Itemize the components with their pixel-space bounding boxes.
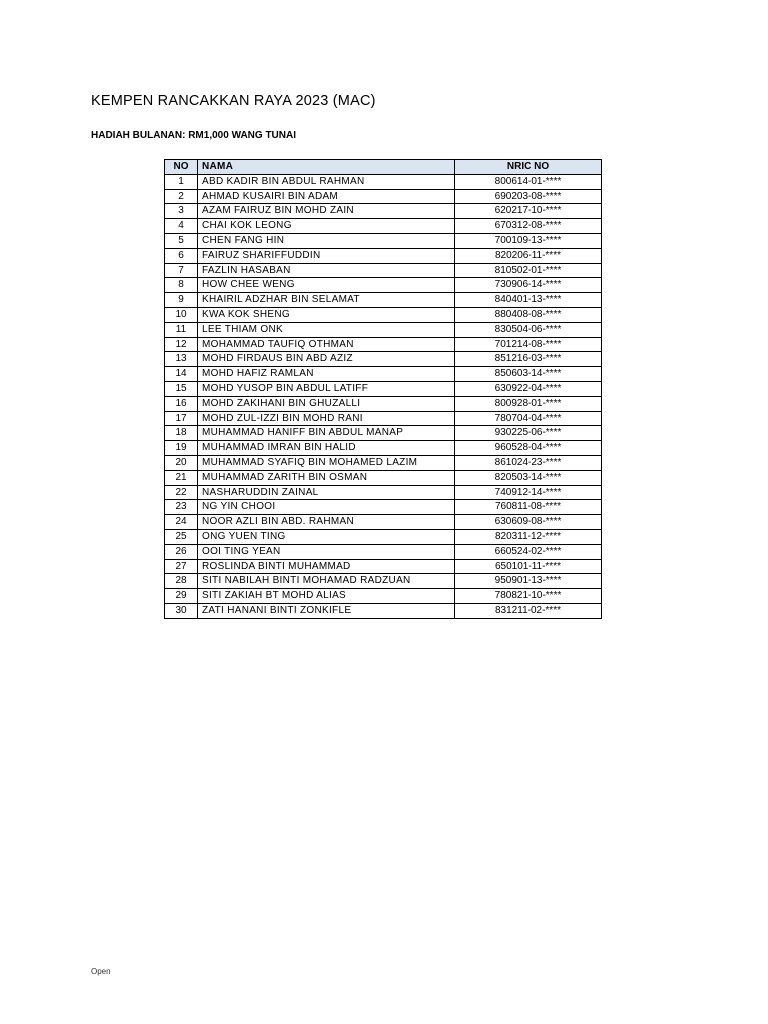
cell-no: 19 [165, 441, 198, 456]
cell-no: 10 [165, 307, 198, 322]
cell-name: ROSLINDA BINTI MUHAMMAD [198, 559, 455, 574]
cell-name: SITI NABILAH BINTI MOHAMAD RADZUAN [198, 574, 455, 589]
cell-name: MUHAMMAD IMRAN BIN HALID [198, 441, 455, 456]
cell-no: 5 [165, 233, 198, 248]
cell-name: KHAIRIL ADZHAR BIN SELAMAT [198, 293, 455, 308]
cell-name: NOOR AZLI BIN ABD. RAHMAN [198, 515, 455, 530]
cell-no: 27 [165, 559, 198, 574]
header-name: NAMA [198, 160, 455, 175]
table-row [165, 559, 602, 574]
cell-name: ONG YUEN TING [198, 529, 455, 544]
cell-nric: 950901-13-**** [455, 574, 602, 589]
header-no: NO [165, 160, 198, 175]
table-row [165, 204, 602, 219]
table-row [165, 219, 602, 234]
cell-no: 29 [165, 589, 198, 604]
cell-nric: 660524-02-**** [455, 544, 602, 559]
cell-no: 13 [165, 352, 198, 367]
cell-name: MOHD FIRDAUS BIN ABD AZIZ [198, 352, 455, 367]
cell-nric: 930225-06-**** [455, 426, 602, 441]
cell-no: 8 [165, 278, 198, 293]
cell-nric: 800614-01-**** [455, 174, 602, 189]
table-row [165, 426, 602, 441]
table-row [165, 367, 602, 382]
cell-no: 26 [165, 544, 198, 559]
table-row [165, 515, 602, 530]
header-row [165, 160, 602, 175]
cell-nric: 740912-14-**** [455, 485, 602, 500]
cell-name: MOHD ZUL-IZZI BIN MOHD RANI [198, 411, 455, 426]
cell-nric: 820503-14-**** [455, 470, 602, 485]
cell-no: 30 [165, 603, 198, 618]
cell-name: HOW CHEE WENG [198, 278, 455, 293]
table-row [165, 337, 602, 352]
cell-nric: 820311-12-**** [455, 529, 602, 544]
cell-name: MOHD HAFIZ RAMLAN [198, 367, 455, 382]
cell-no: 4 [165, 219, 198, 234]
table-row [165, 278, 602, 293]
table-body [165, 174, 602, 618]
cell-name: FAIRUZ SHARIFFUDDIN [198, 248, 455, 263]
table-row [165, 248, 602, 263]
cell-no: 6 [165, 248, 198, 263]
cell-no: 12 [165, 337, 198, 352]
cell-nric: 650101-11-**** [455, 559, 602, 574]
cell-nric: 701214-08-**** [455, 337, 602, 352]
cell-no: 17 [165, 411, 198, 426]
cell-nric: 780821-10-**** [455, 589, 602, 604]
cell-name: KWA KOK SHENG [198, 307, 455, 322]
table-row [165, 441, 602, 456]
table-row [165, 500, 602, 515]
cell-no: 9 [165, 293, 198, 308]
cell-name: FAZLIN HASABAN [198, 263, 455, 278]
winners-table [164, 159, 602, 619]
cell-no: 21 [165, 470, 198, 485]
table-row [165, 485, 602, 500]
table-row [165, 189, 602, 204]
cell-nric: 880408-08-**** [455, 307, 602, 322]
table-row [165, 381, 602, 396]
cell-no: 20 [165, 455, 198, 470]
cell-nric: 851216-03-**** [455, 352, 602, 367]
cell-name: OOI TING YEAN [198, 544, 455, 559]
table-row [165, 529, 602, 544]
cell-nric: 831211-02-**** [455, 603, 602, 618]
cell-nric: 850603-14-**** [455, 367, 602, 382]
table-row [165, 411, 602, 426]
footer-label: Open [91, 967, 111, 976]
table-row [165, 293, 602, 308]
cell-name: MUHAMMAD ZARITH BIN OSMAN [198, 470, 455, 485]
cell-name: NASHARUDDIN ZAINAL [198, 485, 455, 500]
cell-name: LEE THIAM ONK [198, 322, 455, 337]
cell-name: AHMAD KUSAIRI BIN ADAM [198, 189, 455, 204]
cell-no: 1 [165, 174, 198, 189]
cell-nric: 670312-08-**** [455, 219, 602, 234]
cell-no: 15 [165, 381, 198, 396]
table-row [165, 603, 602, 618]
cell-name: MOHD YUSOP BIN ABDUL LATIFF [198, 381, 455, 396]
cell-no: 2 [165, 189, 198, 204]
cell-nric: 730906-14-**** [455, 278, 602, 293]
cell-nric: 700109-13-**** [455, 233, 602, 248]
cell-nric: 830504-06-**** [455, 322, 602, 337]
cell-no: 18 [165, 426, 198, 441]
cell-nric: 630609-08-**** [455, 515, 602, 530]
cell-no: 11 [165, 322, 198, 337]
cell-name: CHEN FANG HIN [198, 233, 455, 248]
cell-nric: 840401-13-**** [455, 293, 602, 308]
table-row [165, 544, 602, 559]
cell-name: MOHD ZAKIHANI BIN GHUZALLI [198, 396, 455, 411]
table-row [165, 574, 602, 589]
header-nric: NRIC NO [455, 160, 602, 175]
table-row [165, 396, 602, 411]
cell-name: MUHAMMAD HANIFF BIN ABDUL MANAP [198, 426, 455, 441]
cell-nric: 820206-11-**** [455, 248, 602, 263]
table-header [165, 160, 602, 175]
table-row [165, 589, 602, 604]
cell-name: SITI ZAKIAH BT MOHD ALIAS [198, 589, 455, 604]
cell-no: 3 [165, 204, 198, 219]
table-row [165, 470, 602, 485]
table-row [165, 263, 602, 278]
table-row [165, 455, 602, 470]
cell-nric: 620217-10-**** [455, 204, 602, 219]
cell-name: ZATI HANANI BINTI ZONKIFLE [198, 603, 455, 618]
table-row [165, 174, 602, 189]
table-row [165, 322, 602, 337]
cell-nric: 630922-04-**** [455, 381, 602, 396]
cell-no: 23 [165, 500, 198, 515]
cell-nric: 780704-04-**** [455, 411, 602, 426]
cell-name: NG YIN CHOOI [198, 500, 455, 515]
cell-no: 16 [165, 396, 198, 411]
prize-subtitle: HADIAH BULANAN: RM1,000 WANG TUNAI [91, 130, 297, 141]
cell-name: AZAM FAIRUZ BIN MOHD ZAIN [198, 204, 455, 219]
cell-no: 28 [165, 574, 198, 589]
page-title: KEMPEN RANCAKKAN RAYA 2023 (MAC) [91, 93, 376, 109]
table-row [165, 307, 602, 322]
cell-no: 22 [165, 485, 198, 500]
cell-nric: 800928-01-**** [455, 396, 602, 411]
cell-nric: 810502-01-**** [455, 263, 602, 278]
table-row [165, 233, 602, 248]
cell-no: 24 [165, 515, 198, 530]
table-row [165, 352, 602, 367]
cell-name: MOHAMMAD TAUFIQ OTHMAN [198, 337, 455, 352]
cell-nric: 760811-08-**** [455, 500, 602, 515]
cell-name: CHAI KOK LEONG [198, 219, 455, 234]
cell-name: ABD KADIR BIN ABDUL RAHMAN [198, 174, 455, 189]
cell-no: 7 [165, 263, 198, 278]
cell-no: 25 [165, 529, 198, 544]
cell-nric: 861024-23-**** [455, 455, 602, 470]
cell-no: 14 [165, 367, 198, 382]
cell-nric: 960528-04-**** [455, 441, 602, 456]
cell-nric: 690203-08-**** [455, 189, 602, 204]
cell-name: MUHAMMAD SYAFIQ BIN MOHAMED LAZIM [198, 455, 455, 470]
